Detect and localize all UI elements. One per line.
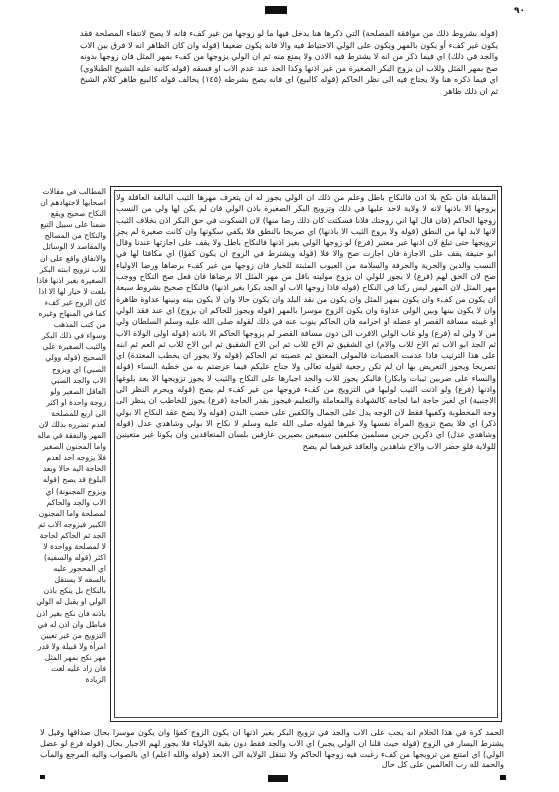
top-registration-mark xyxy=(265,6,287,14)
page-number: ٩٠ xyxy=(514,6,525,16)
main-text-block xyxy=(116,192,496,720)
bottom-registration-mark xyxy=(268,775,288,782)
main-paragraph: المقابلة فان نكح بلا اذن فالنكاح باطل وعلم من ذلك ان الولي يجوز له ان يتعرف مهرها الثيب البالغة العاقلة ولا يزوجها الا باذنها لانه لا ولاية لاحد عليها في ذلك وتزويج البكر الصغيرة باذن الولي فان لم يكن لها ولي من النسب زوجها الحاكم (فان قال لها اني زوجتك فلانا فسكتت كان ذلك رضا منها) لان السكوت في حق البكر اذن بخلاف الثيب لانها لابد لها من النطق (قوله ولا يزوج الثيب الا باذنها) اي صريحا بالنطق فلا يكفي سكوتها وان كانت صغيرة لم يجز تزويجها حتى تبلغ لان اذنها غير معتبر (فرع) لو زوجها الولي بغير اذنها فالنكاح باطل ولا يقف على اجازتها عندنا وقال ابو حنيفة يقف على الاجازة فان اجازت صح والا فلا (قوله ويشترط في الزوج ان يكون كفؤا) اي مكافئا لها في النسب والدين والحرية والحرفة والسلامة من العيوب المثبتة للخيار فان زوجها من غير كفء برضاها ورضا الاولياء صح لان الحق لهم (فرع) لا يجوز للولي ان يزوج موليته باقل من مهر المثل الا برضاها فان فعل صح النكاح ووجب مهر المثل لان المهر ليس ركنا في النكاح (قوله فاذا زوجها الاب او الجد بكرا بغير اذنها) فالنكاح صحيح بشروط سبعة ان يكون من كفء وان يكون بمهر المثل وان يكون من نقد البلد وان يكون حالا وان لا يكون بينه وبينها عداوة ظاهرة وان لا يكون بينها وبين الولي عداوة وان يكون الزوج موسرا بالمهر (قوله ويجوز للحاكم ان يزوج) اي عند فقد الولي او غيبته مسافة القصر او عضله او احرامه فان الحاكم ينوب عنه في ذلك لقوله صلى الله عليه وسلم السلطان ولي من لا ولي له (فرع) ولو غاب الولي الاقرب الى دون مسافة القصر لم يزوجها الحاكم الا باذنه (قوله اولى الولاة الاب ثم الجد ابو الاب ثم الاخ للاب والام) اي الشقيق ثم الاخ للاب ثم ابن الاخ الشقيق ثم ابن الاخ للاب ثم العم ثم ابنه على هذا الترتيب فاذا عدمت العصبات فالمولى المعتق ثم عصبته ثم الحاكم (قوله ولا يجوز ان يخطب المعتدة) اي تصريحا ويجوز التعريض بها ان لم تكن رجعية لقوله تعالى ولا جناح عليكم فيما عرضتم به من خطبة النساء (قوله والنساء على ضربين ثيبات وابكار) فالبكر يجوز للاب والجد اجبارها على النكاح والثيب لا يجوز تزويجها الا بعد بلوغها واذنها (فرع) ولو اذنت الثيب لوليها في التزويج من كفء فزوجها من غير كفء لم يصح (قوله ويحرم النظر الى الاجنبية) اي لغير حاجة اما لحاجة كالشهادة والمعاملة والتعليم فيجوز بقدر الحاجة (فرع) يجوز للخاطب ان ينظر الى وجه المخطوبة وكفيها فقط لان الوجه يدل على الجمال والكفين على خصب البدن (قوله ولا يصح عقد النكاح الا بولي ذكر) اي فلا يصح تزويج المرأة نفسها ولا غيرها لقوله صلى الله عليه وسلم لا نكاح الا بولي وشاهدي عدل (قوله وشاهدي عدل) اي ذكرين حرين مسلمين مكلفين سميعين بصيرين عارفين بلسان المتعاقدين وان يكونا غير متعينين للولاية فلو حضر الاب والاخ شاهدين والعاقد غيرهما لم يصح xyxy=(116,193,496,451)
footer-text-block xyxy=(40,728,504,770)
bottom-left-speck xyxy=(40,775,45,779)
bottom-right-speck xyxy=(500,775,506,780)
margin-paragraph: المطالب في مقالات اصحابها لاجتهادهم ان النكاح صحيح ويقع ضمنا على سبيل التبع والنكاح من المصالح والمقاصد لا الوسائل والاتفاق واقع على ان للاب تزويج ابنته البكر الصغيرة بغير اذنها فاذا بلغت لا خيار لها الا اذا كان الزوج غير كفء كما في المنهاج وغيره من كتب المذهب وسواء في ذلك البكر والثيب الصغيرة على الصحيح (قوله وولي الصبي) اي ويزوج الاب والجد الصبي العاقل الصغير ولو زوجة واحدة او اكثر الى اربع للمصلحة لعدم تضرره بذلك لان المهر والنفقة في ماله واما المجنون الصغير فلا يزوجه احد لعدم الحاجة اليه حالا وبعد البلوغ قد يصح (قوله ويزوج المجنونة) اي الاب والجد والحاكم لمصلحة واما المجنون الكبير فيزوجه الاب ثم الجد ثم الحاكم لحاجة لا لمصلحة وواحدة لا اكثر (قوله والسفيه) اي المحجور عليه بالسفه لا يستقل بالنكاح بل ينكح باذن الولي او يقبل له الولي باذنه فان نكح بغير اذن فباطل وان اذن له في التزويج من غير تعيين امرأة ولا قبيلة ولا قدر مهر نكح بمهر المثل فان زاد عليه لغت الزيادة xyxy=(36,187,106,685)
footer-paragraph: الحمد كرة في هذا الحلام انه يجب على الاب والجد في تزويج البكر بغير اذنها ان يكون الزوج كفؤا وان يكون موسرا بحال صداقها وقيل لا يشترط اليسار في الزوج (قوله حيث قلنا ان الولي يجبر) اي الاب والجد فقط دون بقية الاولياء فلا يجوز لهم الاجبار بحال (قوله فرع لو عضل الولي) اي امتنع من تزويجها من كفء رغبت فيه زوجها الحاكم ولا تنتقل الولاية الى الابعد (قوله والله اعلم) اي بالصواب واليه المرجع والمآب والحمد لله رب العالمين على كل حال xyxy=(40,728,504,770)
top-paragraph: (قوله بشروط ذلك من موافقة المصلحة) التي ذكرها هنا يدخل فيها ما لو زوجها من غير كفء فانه لا يصح لانتفاء المصلحة فقد يكون غير كفء أو يكون بالمهر ويكون على الولي الاحتياط فيه والا فانه يكون ضعيفا (قوله وان كان الظاهر انه لا فرق بين الاب والجد في ذلك) اي فيما ذكر من انه لا يشترط فيه الاذن ولا يمنع منه ثم ان الولي يزوجها من كفء بمهر المثل فان زوجها بدونه صح بمهر المثل وللاب ان يزوج البكر الصغيرة من غير اذنها وكذا الجد عند عدم الاب او فسقه (قوله كاتبه عليه الشيخ الطبلاوي) اي فيما ذكره هنا ولا يحتاج فيه الى نظر الحاكم (قوله كالبيع) اي فانه يصح بشرطه (١٤٥) يخالف قوله كالبيع ظاهر كلام الشيخ ثم ان ذلك ظاهر xyxy=(80,28,498,96)
margin-commentary-column xyxy=(36,186,106,722)
top-text-block xyxy=(80,28,498,178)
